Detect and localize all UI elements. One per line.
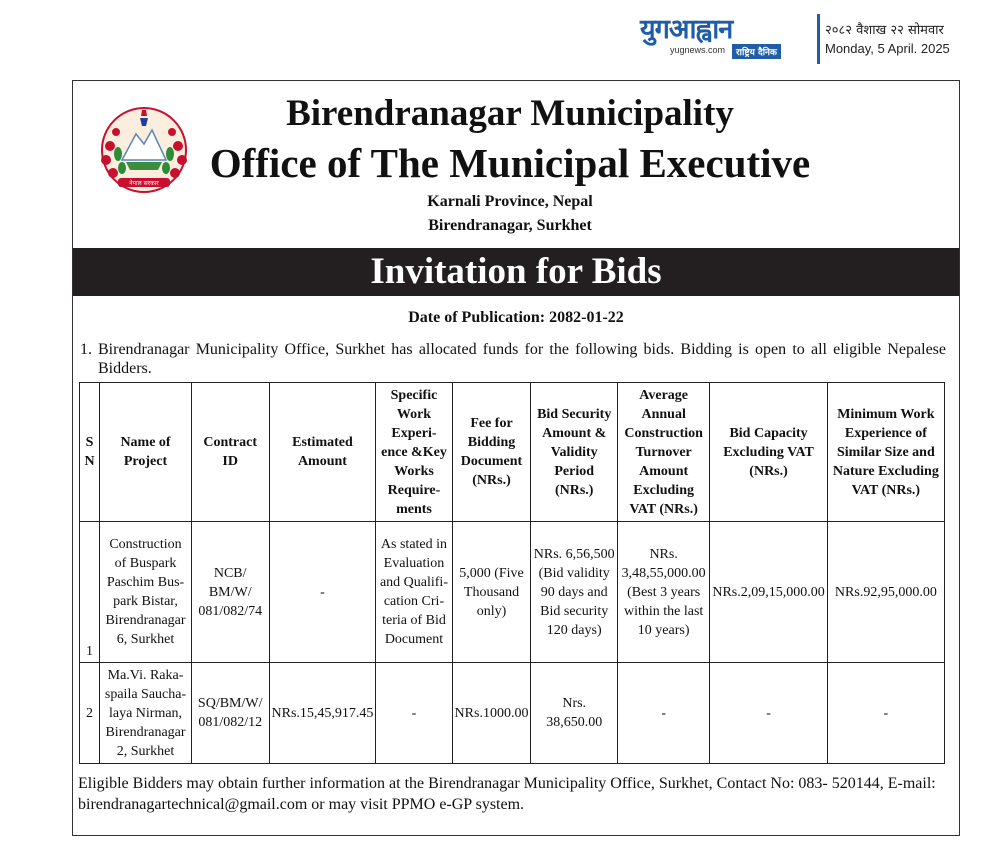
cell-contract-id: SQ/BM/W/ 081/082/12	[191, 663, 269, 764]
cell-capacity: NRs.2,09,15,000.00	[710, 522, 827, 663]
cell-turnover: NRs. 3,48,55,000.00 (Best 3 years within the last 10 years)	[617, 522, 709, 663]
cell-experience: As stated in Evaluation and Qualifi- cation Cri- teria of Bid Document	[376, 522, 452, 663]
newspaper-logo[interactable]	[640, 14, 812, 62]
cell-min-experience: -	[827, 663, 944, 764]
newspaper-masthead	[640, 14, 985, 66]
table-row	[80, 522, 945, 663]
cell-estimated: NRs.15,45,917.45	[269, 663, 376, 764]
emblem-caption: नेपाल सरकार	[129, 180, 159, 187]
invitation-banner: Invitation for Bids	[73, 248, 959, 296]
cell-project: Construction of Buspark Paschim Bus- park Bistar, Birendranagar 6, Surkhet	[100, 522, 192, 663]
logo-url: yugnews.com	[670, 45, 726, 55]
city-line: Birendranagar, Surkhet	[428, 217, 592, 234]
logo-tagline: राष्ट्रिय दैनिक	[732, 44, 781, 59]
col-header-fee: Fee for Bidding Document (NRs.)	[452, 383, 531, 522]
date-english: Monday, 5 April. 2025	[825, 41, 950, 56]
cell-experience: -	[376, 663, 452, 764]
intro-number: 1.	[80, 341, 92, 358]
cell-fee: NRs.1000.00	[452, 663, 531, 764]
col-header-min-experience: Minimum Work Experience of Similar Size and Nature Excluding VAT (NRs.)	[827, 383, 944, 522]
cell-estimated: -	[269, 522, 376, 663]
municipality-name: Birendranagar Municipality	[286, 93, 734, 134]
cell-security: NRs. 6,56,500 (Bid validity 90 days and Bid security 120 days)	[531, 522, 618, 663]
cell-capacity: -	[710, 663, 827, 764]
intro-text: Birendranagar Municipality Office, Surkhet has allocated funds for the following bids. Bidding is open to all eligible Nepalese Bidders.	[98, 341, 946, 377]
col-header-capacity: Bid Capacity Excluding VAT (NRs.)	[710, 383, 827, 522]
footer-contact-info: Eligible Bidders may obtain further information at the Birendranagar Municipality Office, Surkhet, Contact No: 083- 520144, E-mail: birendranagartechnical@gmail.com or may visit PPMO e-GP system.	[78, 775, 936, 813]
col-header-project: Name of Project	[100, 383, 192, 522]
col-header-contract-id: Contract ID	[191, 383, 269, 522]
col-header-security: Bid Security Amount & Validity Period (NRs.)	[531, 383, 618, 522]
cell-fee: 5,000 (Five Thousand only)	[452, 522, 531, 663]
cell-sn: 1	[80, 522, 100, 663]
cell-turnover: -	[617, 663, 709, 764]
cell-min-experience: NRs.92,95,000.00	[827, 522, 944, 663]
cell-contract-id: NCB/ BM/W/ 081/082/74	[191, 522, 269, 663]
office-name: Office of The Municipal Executive	[209, 140, 811, 186]
logo-text: युगआह्वान	[640, 14, 733, 45]
table-row	[80, 663, 945, 764]
table-header-row	[80, 383, 945, 522]
cell-sn: 2	[80, 663, 100, 764]
col-header-estimated: Estimated Amount	[269, 383, 376, 522]
cell-project: Ma.Vi. Raka- spaila Saucha- laya Nirman, Birendranagar 2, Surkhet	[100, 663, 192, 764]
col-header-experience: Specific Work Experi- ence &Key Works Require- ments	[376, 383, 452, 522]
masthead-divider	[817, 14, 820, 64]
intro-paragraph	[80, 340, 946, 378]
cell-security: Nrs. 38,650.00	[531, 663, 618, 764]
col-header-sn: S N	[80, 383, 100, 522]
date-nepali: २०८२ वैशाख २२ सोमवार	[825, 23, 944, 38]
nepal-emblem-icon	[96, 104, 192, 196]
col-header-turnover: Average Annual Construction Turnover Amount Excluding VAT (NRs.)	[617, 383, 709, 522]
province-line: Karnali Province, Nepal	[427, 193, 593, 210]
publication-date: Date of Publication: 2082-01-22	[408, 309, 624, 326]
bids-table	[79, 382, 945, 764]
